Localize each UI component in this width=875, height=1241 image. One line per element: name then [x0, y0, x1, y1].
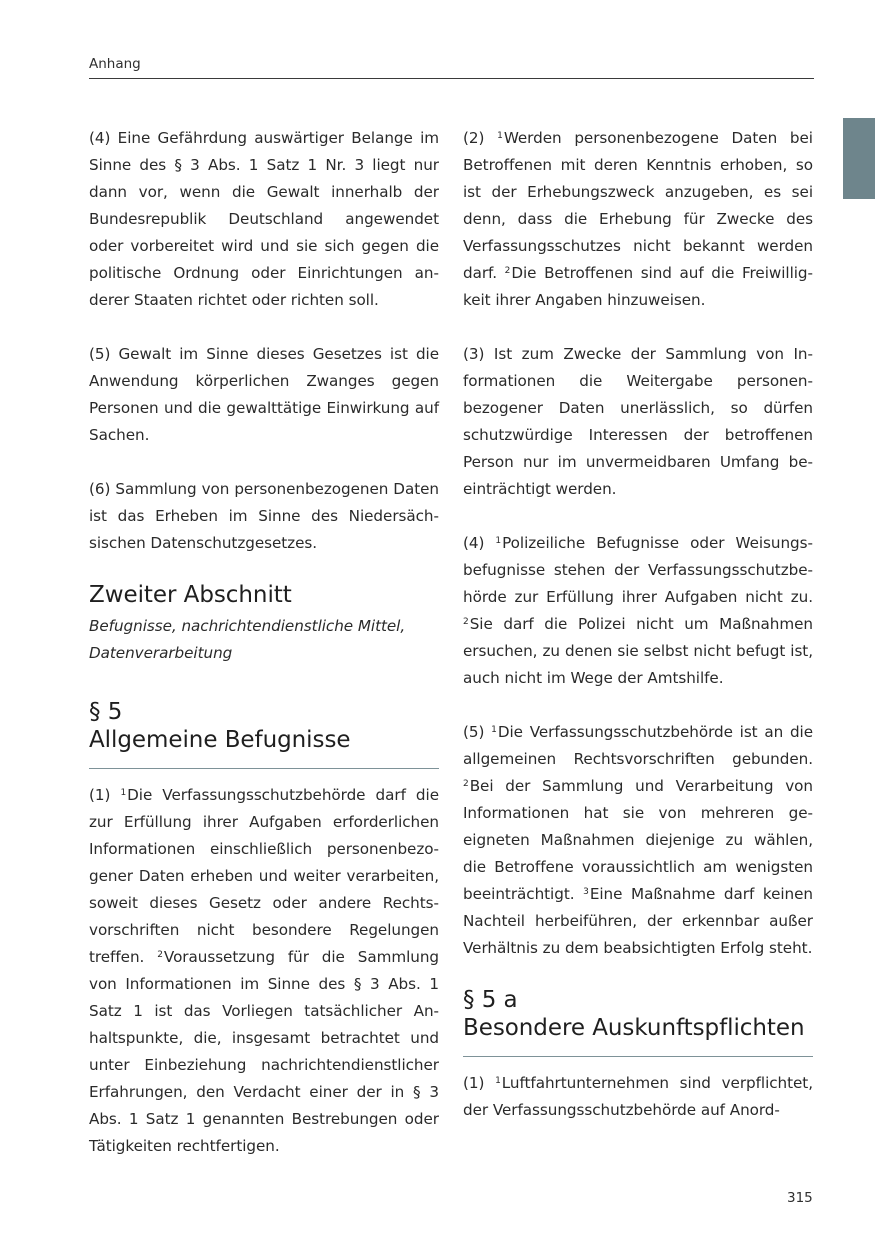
- paragraph-4-text: (4) $^1$Polizeiliche Befugnisse oder Weisungsbefugnisse stehen der Verfassungsschutzbehörde zur Erfüllung ihrer Aufgaben nicht zu. $^2$Sie darf die Polizei nicht um Maßnahmen ersuchen, zu denen sie selbst nicht befugt ist, auch nicht im Wege der Amtshilfe.: [463, 534, 813, 687]
- paragraph-5-1-text: (1) $^1$Die Verfassungsschutzbehörde darf die zur Erfüllung ihrer Aufgaben erforderlichen Informationen einschließlich personenbezogener Daten erheben und weiter verarbeiten, soweit dieses Gesetz oder andere Rechtsvorschriften nicht besondere Regelungen treffen. $^2$Voraussetzung für die Sammlung von Informationen im Sinne des § 3 Abs. 1 Satz 1 ist das Vorliegen tatsächlicher Anhaltspunkte, die, insgesamt betrachtet und unter Einbeziehung nachrichtendienstlicher Erfahrungen, den Verdacht einer der in § 3 Abs. 1 Satz 1 genannten Bestrebungen oder Tätigkeiten rechtfertigen.: [89, 786, 440, 1155]
- right-column: [463, 125, 813, 1124]
- paragraph-5-text: (5) $^1$Die Verfassungsschutzbehörde ist an die allgemeinen Rechtsvorschriften gebunden. $^2$Bei der Sammlung und Verarbeitung von Informationen hat sie von mehreren geeigneten Maßnahmen diejenige zu wählen, die Betroffene voraussichtlich am wenigsten beeinträchtigt. $^3$Eine Maßnahme darf keinen Nachteil herbeiführen, der erkennbar außer Verhältnis zu dem beabsichtigten Erfolg steht.: [463, 723, 813, 957]
- left-column: [89, 125, 439, 1160]
- section-subtitle: Befugnisse, nachrichtendienstliche Mittel, Datenverarbeitung: [89, 617, 406, 662]
- paragraph-6-sammlung: (6) Sammlung von personenbezogenen Daten ist das Erheben im Sinne des Niedersächsischen Datenschutzgesetzes.: [89, 480, 439, 552]
- paragraph-number: § 5 a: [463, 987, 518, 1013]
- paragraph-rule: [463, 1056, 813, 1057]
- sentence-number: 1: [120, 788, 127, 798]
- sentence-number: 2: [157, 950, 163, 960]
- paragraph-5-gewalt: (5) Gewalt im Sinne dieses Gesetzes ist die Anwendung körperlichen Zwanges gegen Personen und die gewalttätige Einwirkung auf Sachen.: [89, 345, 439, 444]
- sentence-number: 2: [463, 617, 469, 627]
- section-heading: Zweiter Abschnitt: [89, 582, 292, 608]
- page-number: 315: [787, 1190, 813, 1206]
- paragraph-5-heading: [89, 698, 439, 769]
- sentence-number: 1: [497, 131, 503, 141]
- paragraph-title: Besondere Auskunftspflichten: [463, 1015, 805, 1041]
- section-heading-block: [89, 581, 439, 667]
- sentence-number: 1: [491, 725, 497, 735]
- paragraph-3-text: (3) Ist zum Zwecke der Sammlung von Informationen die Weitergabe personenbezogener Daten unerlässlich, so dürfen schutzwürdige Interessen der betroffenen Person nur im unvermeidbaren Umfang beeinträchtigt werden.: [463, 345, 813, 498]
- paragraph-2-text: (2) $^1$Werden personenbezogene Daten bei Betroffenen mit deren Kenntnis erhoben, so ist der Erhebungszweck anzugeben, es sei denn, dass die Erhebung für Zwecke des Verfassungsschutzes nicht bekannt werden darf. $^2$Die Betroffenen sind auf die Freiwilligkeit ihrer Angaben hinzuweisen.: [463, 129, 813, 309]
- paragraph-title: Allgemeine Befugnisse: [89, 727, 351, 753]
- sentence-number: 2: [463, 779, 469, 789]
- paragraph-number: § 5: [89, 699, 123, 725]
- paragraph-rule: [89, 768, 439, 769]
- running-head: Anhang: [89, 56, 141, 72]
- paragraph-5a-heading: [463, 986, 813, 1057]
- chapter-thumb-tab: [843, 118, 875, 199]
- paragraph-4-gefaehrdung: (4) Eine Gefährdung auswärtiger Belange im Sinne des § 3 Abs. 1 Satz 1 Nr. 3 liegt nur dann vor, wenn die Gewalt innerhalb der Bundesrepublik Deutschland angewendet oder vorbereitet wird und sie sich gegen die politische Ordnung oder Einrichtungen anderer Staaten richtet oder richten soll.: [89, 129, 439, 309]
- sentence-number: 2: [504, 266, 511, 276]
- sentence-number: 1: [495, 1076, 501, 1086]
- sentence-number: 1: [495, 536, 502, 546]
- sentence-number: 3: [583, 887, 589, 897]
- paragraph-5a-1-text: (1) $^1$Luftfahrtunternehmen sind verpflichtet, der Verfassungsschutzbehörde auf Anord-: [463, 1074, 813, 1119]
- header-rule: [89, 78, 814, 79]
